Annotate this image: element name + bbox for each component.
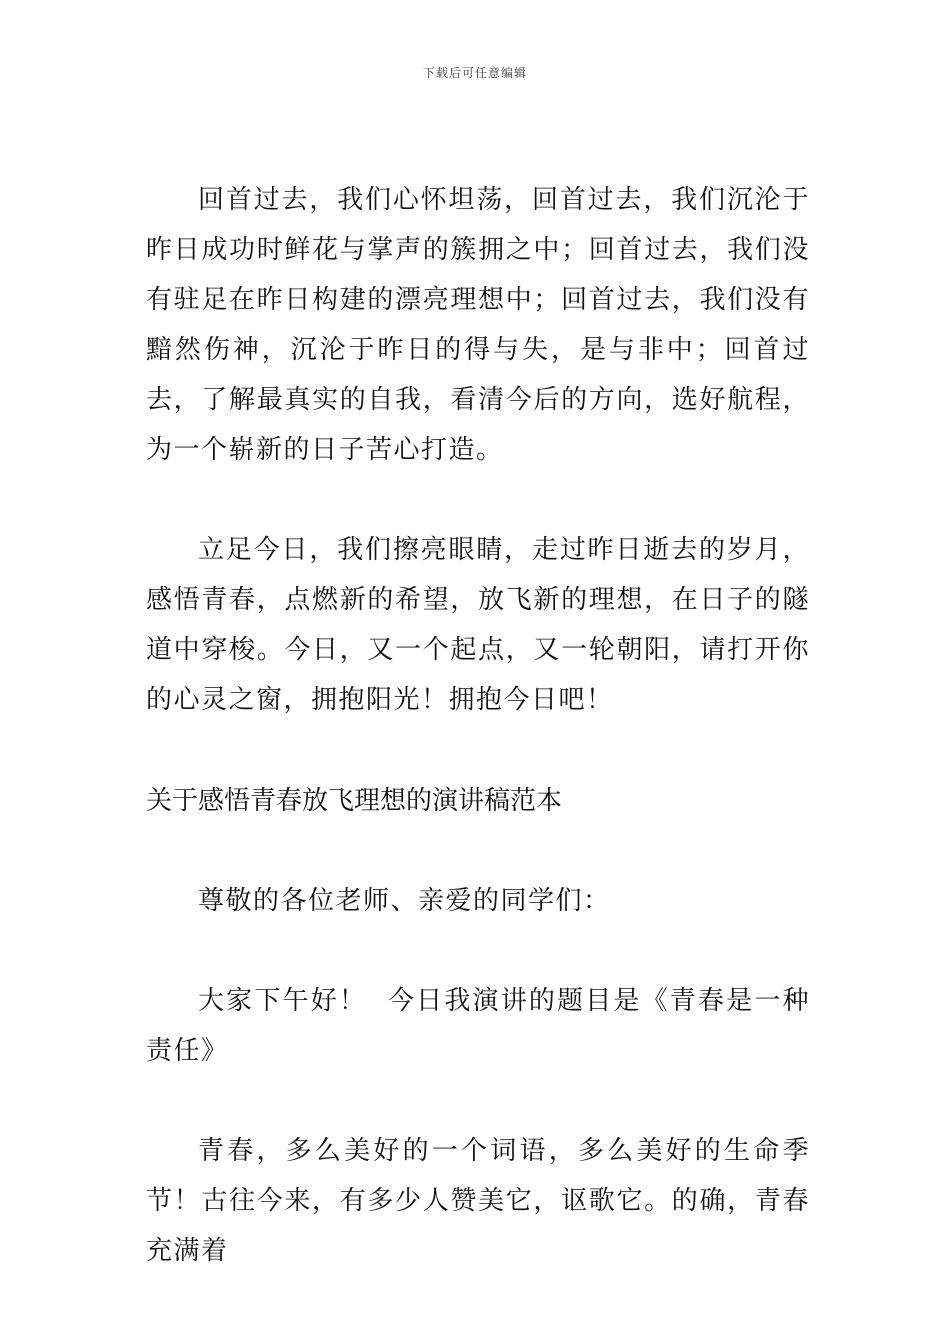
- body-paragraph-3: 青春，多么美好的一个词语，多么美好的生命季节！古往今来，有多少人赞美它，讴歌它。的确，青春充满着: [146, 1136, 810, 1266]
- speech-opening: 大家下午好！ 今日我演讲的题目是《青春是一种责任》: [146, 986, 810, 1066]
- speech-greeting: 尊敬的各位老师、亲爱的同学们：: [198, 886, 611, 916]
- page-header-note: 下载后可任意编辑: [422, 66, 527, 80]
- speech-title: 关于感悟青春放飞理想的演讲稿范本: [146, 786, 563, 816]
- body-paragraph-2: 立足今日，我们擦亮眼睛，走过昨日逝去的岁月，感悟青春，点燃新的希望，放飞新的理想，在日子的隧道中穿梭。今日，又一个起点，又一轮朝阳，请打开你的心灵之窗，拥抱阳光！拥抱今日吧！: [146, 535, 810, 715]
- body-paragraph-1: 回首过去，我们心怀坦荡，回首过去，我们沉沦于昨日成功时鲜花与掌声的簇拥之中；回首过去，我们没有驻足在昨日构建的漂亮理想中；回首过去，我们没有黯然伤神，沉沦于昨日的得与失，是与非中；回首过去，了解最真实的自我，看清今后的方向，选好航程，为一个崭新的日子苦心打造。: [146, 185, 810, 465]
